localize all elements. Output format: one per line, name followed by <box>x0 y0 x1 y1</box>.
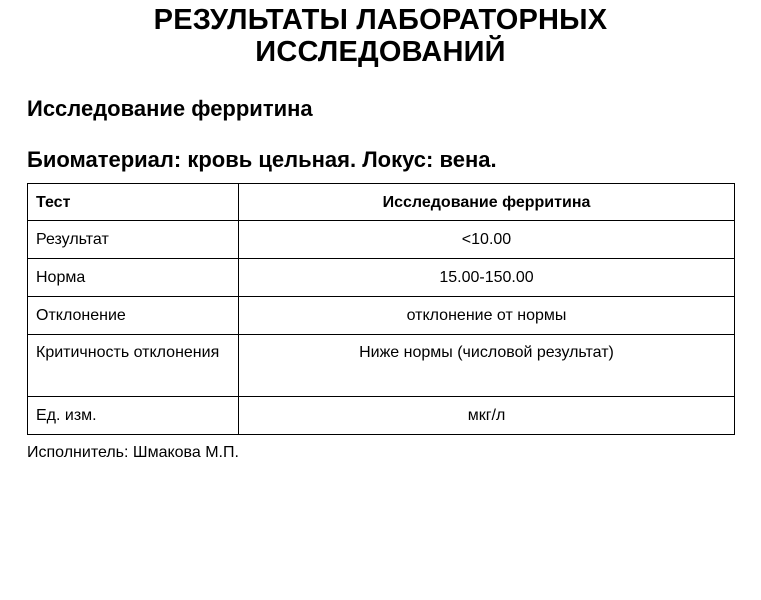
row-label-norm: Норма <box>28 259 239 297</box>
table-row-result <box>28 221 735 259</box>
biomaterial-info: Биоматериал: кровь цельная. Локус: вена. <box>27 147 497 172</box>
row-value-criticality: Ниже нормы (числовой результат) <box>239 335 735 397</box>
results-table <box>27 183 735 435</box>
page-title-line-2: ИССЛЕДОВАНИЙ <box>255 36 506 68</box>
page-title-line-1: РЕЗУЛЬТАТЫ ЛАБОРАТОРНЫХ <box>153 4 608 36</box>
performer-info: Исполнитель: Шмакова М.П. <box>27 444 239 461</box>
page-title <box>0 0 761 68</box>
row-value-norm: 15.00-150.00 <box>239 259 735 297</box>
row-label-unit: Ед. изм. <box>28 397 239 435</box>
table-header-row <box>28 184 735 221</box>
study-name: Исследование ферритина <box>27 96 313 121</box>
header-test-label: Тест <box>28 184 239 221</box>
table-row-unit <box>28 397 735 435</box>
row-label-result: Результат <box>28 221 239 259</box>
row-label-criticality: Критичность отклонения <box>28 335 239 397</box>
row-value-unit: мкг/л <box>239 397 735 435</box>
row-value-result: <10.00 <box>239 221 735 259</box>
table-row-deviation <box>28 297 735 335</box>
row-value-deviation: отклонение от нормы <box>239 297 735 335</box>
table-row-norm <box>28 259 735 297</box>
row-label-deviation: Отклонение <box>28 297 239 335</box>
table-row-criticality <box>28 335 735 397</box>
header-test-name: Исследование ферритина <box>239 184 735 221</box>
